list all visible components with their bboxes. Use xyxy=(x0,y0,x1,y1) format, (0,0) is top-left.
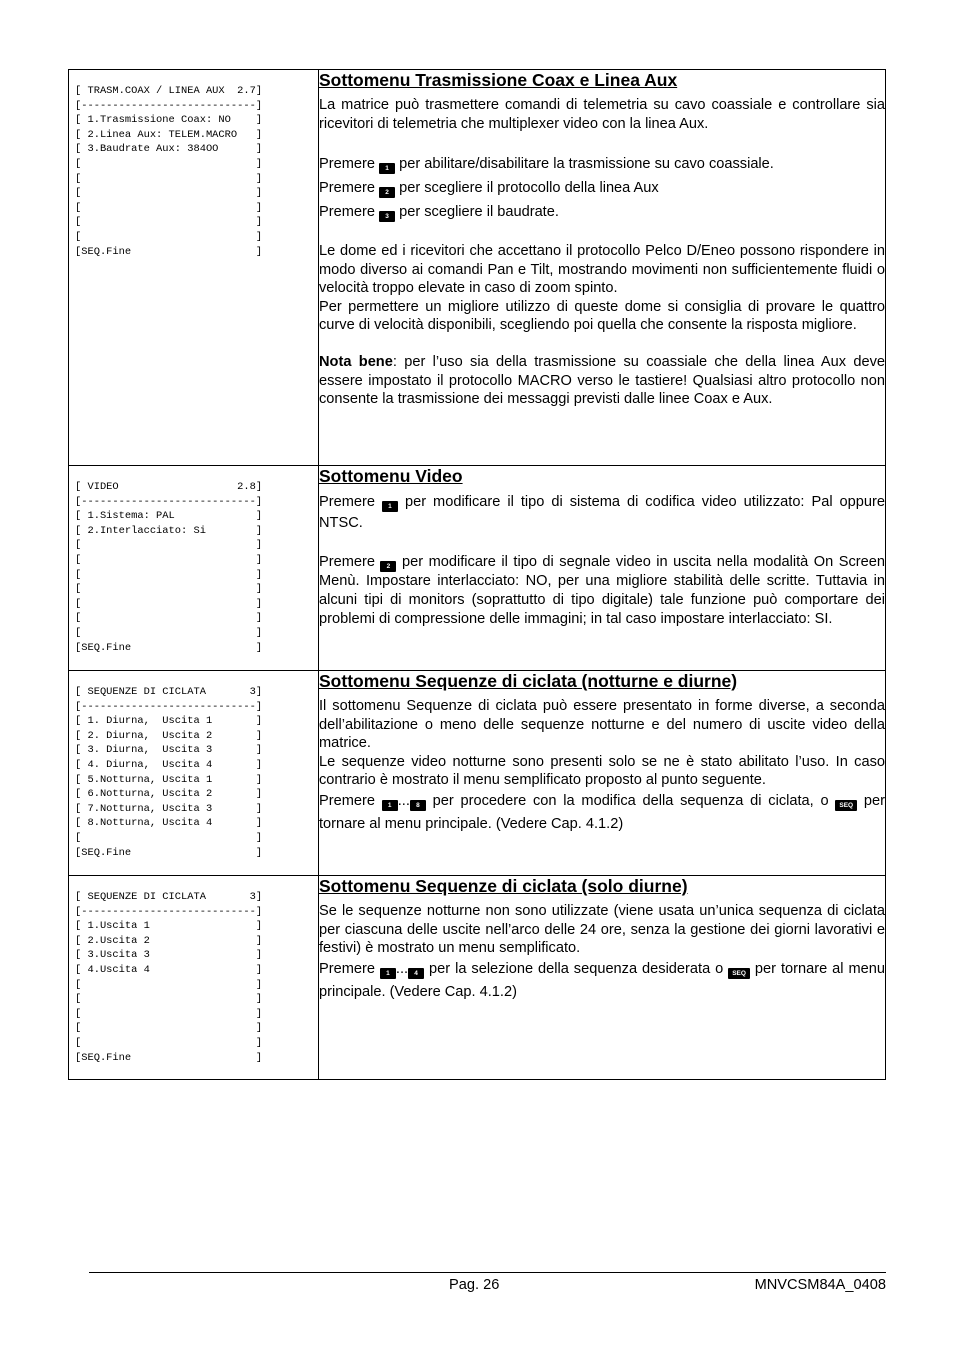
section-title: Sottomenu Video xyxy=(319,466,463,486)
menu-screen-cell xyxy=(69,466,319,671)
note-label: Nota bene xyxy=(319,354,393,370)
menu-screen: [ SEQUENZE DI CICLATA 3] [----------------------------] [ 1.Uscita 1 ] [ 2.Uscita 2 ] [ 3.Uscita 3 ] [ 4.Uscita 4 ] [ ] [ ] [ ] [ ] [ ] [SEQ.Fine ] xyxy=(75,891,263,1064)
paragraph: Le dome ed i ricevitori che accettano il protocollo Pelco D/Eneo possono rispondere in modo diverso ai comandi Pan e Tilt, mostrando movimenti non sufficientemente fluidi o velocità troppo elevate in caso di zoom spinto. xyxy=(319,243,885,296)
key-8-icon: 8 xyxy=(410,800,426,811)
key-4-icon: 4 xyxy=(408,968,424,979)
description-cell xyxy=(319,671,886,876)
paragraph: Se le sequenze notturne non sono utilizzate (viene usata un’unica sequenza di ciclata per ciascuna delle uscite nell’arco delle 24 ore, senza la gestione dei giorni lavorativi e festivi) è mostrato un menu semplificato. xyxy=(319,903,885,956)
menu-screen-cell xyxy=(69,876,319,1080)
description-cell xyxy=(319,876,886,1080)
key-1-icon: 1 xyxy=(382,501,398,512)
intro-paragraph: La matrice può trasmettere comandi di telemetria su cavo coassiale e controllare sia ricevitori di telemetria che multiplexer video con la linea Aux. xyxy=(319,97,885,132)
section-row xyxy=(69,70,886,466)
description-cell xyxy=(319,466,886,671)
key-1-icon: 1 xyxy=(382,800,398,811)
menu-screen: [ TRASM.COAX / LINEA AUX 2.7] [----------------------------] [ 1.Trasmissione Coax: NO ] [ 2.Linea Aux: TELEM.MACRO ] [ 3.Baudrate Aux: 384OO ] [ ] [ ] [ ] [ ] [ ] [ ] [SEQ.Fine ] xyxy=(75,85,263,258)
section-title: Sottomenu Sequenze di ciclata (notturne e diurne) xyxy=(319,671,738,691)
key-2-icon: 2 xyxy=(380,561,396,572)
seq-key-icon: SEQ xyxy=(728,968,750,979)
key-paragraph: Premere 1 ... 8 per procedere con la modifica della sequenza di ciclata, o SEQ per tornare al menu principale. (Vedere Cap. 4.1.2) xyxy=(319,792,885,832)
key-1-icon: 1 xyxy=(380,968,396,979)
menu-screen: [ VIDEO 2.8] [----------------------------] [ 1.Sistema: PAL ] [ 2.Interlacciato: Si ] [ ] [ ] [ ] [ ] [ ] [ ] [ ] [SEQ.Fine ] xyxy=(75,481,263,654)
document-code: MNVCSM84A_0408 xyxy=(754,1277,886,1293)
page-number: Pag. 26 xyxy=(449,1277,500,1293)
key-line: Premere 2 per scegliere il protocollo della linea Aux xyxy=(319,179,659,196)
section-row xyxy=(69,466,886,671)
key-2-icon: 2 xyxy=(379,187,395,198)
key-line: Premere 3 per scegliere il baudrate. xyxy=(319,203,559,220)
section-row xyxy=(69,876,886,1080)
paragraph: Il sottomenu Sequenze di ciclata può essere presentato in forme diverse, a seconda dell’abilitazione o meno delle sequenze notturne e del numero di uscite video della matrice. xyxy=(319,698,885,751)
section-row xyxy=(69,671,886,876)
section-title: Sottomenu Sequenze di ciclata (solo diurne) xyxy=(319,876,688,896)
paragraph: Le sequenze video notturne sono presenti solo se ne è stato abilitato l’uso. In caso contrario è mostrato il menu semplificato proposto al punto seguente. xyxy=(319,753,885,788)
seq-key-icon: SEQ xyxy=(835,800,857,811)
key-paragraph: Premere 1 ... 4 per la selezione della sequenza desiderata o SEQ per tornare al menu principale. (Vedere Cap. 4.1.2) xyxy=(319,960,885,1000)
description-cell xyxy=(319,70,886,466)
menu-screen-cell xyxy=(69,671,319,876)
manual-table xyxy=(68,69,886,1080)
menu-screen-cell xyxy=(69,70,319,466)
note-paragraph: Nota bene: per l’uso sia della trasmissione su coassiale che della linea Aux deve essere impostato il protocollo MACRO verso le tastiere! Qualsiasi altro protocollo non consente la trasmissione dei messaggi previsti dalle linee Coax e Aux. xyxy=(319,354,886,407)
key-3-icon: 3 xyxy=(379,211,395,222)
paragraph: Per permettere un migliore utilizzo di queste dome si consiglia di provare le quattro curve di velocità disponibili, scegliendo poi quella che consente la risposta migliore. xyxy=(319,298,885,333)
footer-divider xyxy=(89,1272,886,1273)
key-1-icon: 1 xyxy=(379,163,395,174)
section-title: Sottomenu Trasmissione Coax e Linea Aux xyxy=(319,70,678,90)
key-line: Premere 1 per abilitare/disabilitare la trasmissione su cavo coassiale. xyxy=(319,155,774,172)
key-paragraph: Premere 1 per modificare il tipo di sistema di codifica video utilizzato: Pal oppure NTSC. xyxy=(319,494,886,531)
key-paragraph: Premere 2 per modificare il tipo di segnale video in uscita nella modalità On Screen Menù. Impostare interlacciato: NO, per una migliore stabilità delle scritte. Tuttavia in alcuni tipi di monitors (soprattutto di tipo digitale) tale funzione può comportare dei problemi di compressione delle immagini; in tal caso impostare interlacciato: SI. xyxy=(319,553,886,627)
menu-screen: [ SEQUENZE DI CICLATA 3] [----------------------------] [ 1. Diurna, Uscita 1 ] [ 2. Diurna, Uscita 2 ] [ 3. Diurna, Uscita 3 ] [ 4. Diurna, Uscita 4 ] [ 5.Notturna, Uscita 1 ] [ 6.Notturna, Uscita 2 ] [ 7.Notturna, Uscita 3 ] [ 8.Notturna, Uscita 4 ] [ ] [SEQ.Fine ] xyxy=(75,686,263,859)
